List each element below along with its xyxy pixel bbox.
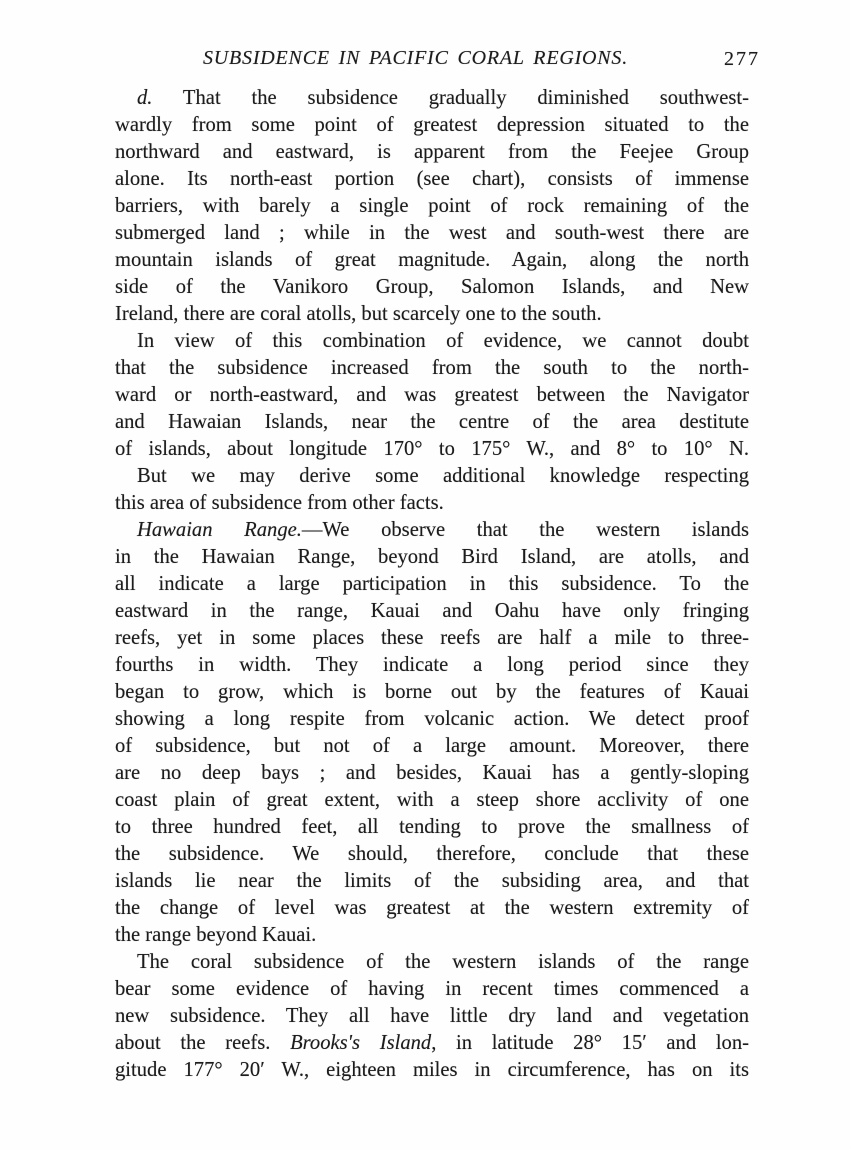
text-line: all indicate a large participation in this subsidence. To the [115,573,749,595]
text-line: this area of subsidence from other facts. [115,492,444,514]
text-line: reefs, yet in some places these reefs are half a mile to three- [115,627,749,649]
running-header [115,47,760,75]
text-line: eastward in the range, Kauai and Oahu have only fringing [115,600,749,622]
text-line: The coral subsidence of the western islands of the range [137,951,749,973]
para-additional-knowledge [115,463,749,517]
text-line: d. That the subsidence gradually diminished southwest- [137,87,749,109]
text-line: new subsidence. They all have little dry land and vegetation [115,1005,749,1027]
text-line: mountain islands of great magnitude. Again, along the north [115,249,749,271]
italic-text: Brooks's Island [290,1032,432,1054]
text-line: began to grow, which is borne out by the features of Kauai [115,681,749,703]
text-line: northward and eastward, is apparent from the Feejee Group [115,141,749,163]
text-line: the range beyond Kauai. [115,924,317,946]
text-line: in the Hawaian Range, beyond Bird Island, are atolls, and [115,546,749,568]
page-number: 277 [724,48,760,70]
text-line: bear some evidence of having in recent times commenced a [115,978,749,1000]
text-line: are no deep bays ; and besides, Kauai has a gently-sloping [115,762,749,784]
text-line: to three hundred feet, all tending to prove the smallness of [115,816,749,838]
running-title: SUBSIDENCE IN PACIFIC CORAL REGIONS. [202,47,629,69]
para-new-subsidence [115,949,749,1084]
italic-text: d. [137,87,153,109]
para-hawaian-range [115,517,749,949]
text-line: that the subsidence increased from the south to the north- [115,357,749,379]
text-line: about the reefs. Brooks's Island, in latitude 28° 15′ and lon- [115,1032,749,1054]
text-line: Ireland, there are coral atolls, but scarcely one to the south. [115,303,602,325]
text-line: In view of this combination of evidence, we cannot doubt [137,330,749,352]
text-line: barriers, with barely a single point of rock remaining of the [115,195,749,217]
text-line: submerged land ; while in the west and south-west there are [115,222,749,244]
text-line: ward or north-eastward, and was greatest between the Navigator [115,384,749,406]
text-line: alone. Its north-east portion (see chart), consists of immense [115,168,749,190]
text-line: gitude 177° 20′ W., eighteen miles in circumference, has on its [115,1059,749,1081]
text-line: the change of level was greatest at the western extremity of [115,897,749,919]
text-line: But we may derive some additional knowledge respecting [137,465,749,487]
text-line: showing a long respite from volcanic action. We detect proof [115,708,749,730]
text-line: Hawaian Range.—We observe that the western islands [137,519,749,541]
text-line: the subsidence. We should, therefore, conclude that these [115,843,749,865]
para-combination-evidence [115,328,749,463]
text-line: fourths in width. They indicate a long period since they [115,654,749,676]
text-line: side of the Vanikoro Group, Salomon Islands, and New [115,276,749,298]
text-line: islands lie near the limits of the subsiding area, and that [115,870,749,892]
para-d-clause [115,85,749,328]
text-line: of subsidence, but not of a large amount. Moreover, there [115,735,749,757]
italic-text: Hawaian Range. [137,519,302,541]
text-line: and Hawaian Islands, near the centre of the area destitute [115,411,749,433]
text-line: of islands, about longitude 170° to 175° W., and 8° to 10° N. [115,438,749,460]
text-line: wardly from some point of greatest depression situated to the [115,114,749,136]
text-block [115,85,749,1084]
text-line: coast plain of great extent, with a steep shore acclivity of one [115,789,749,811]
